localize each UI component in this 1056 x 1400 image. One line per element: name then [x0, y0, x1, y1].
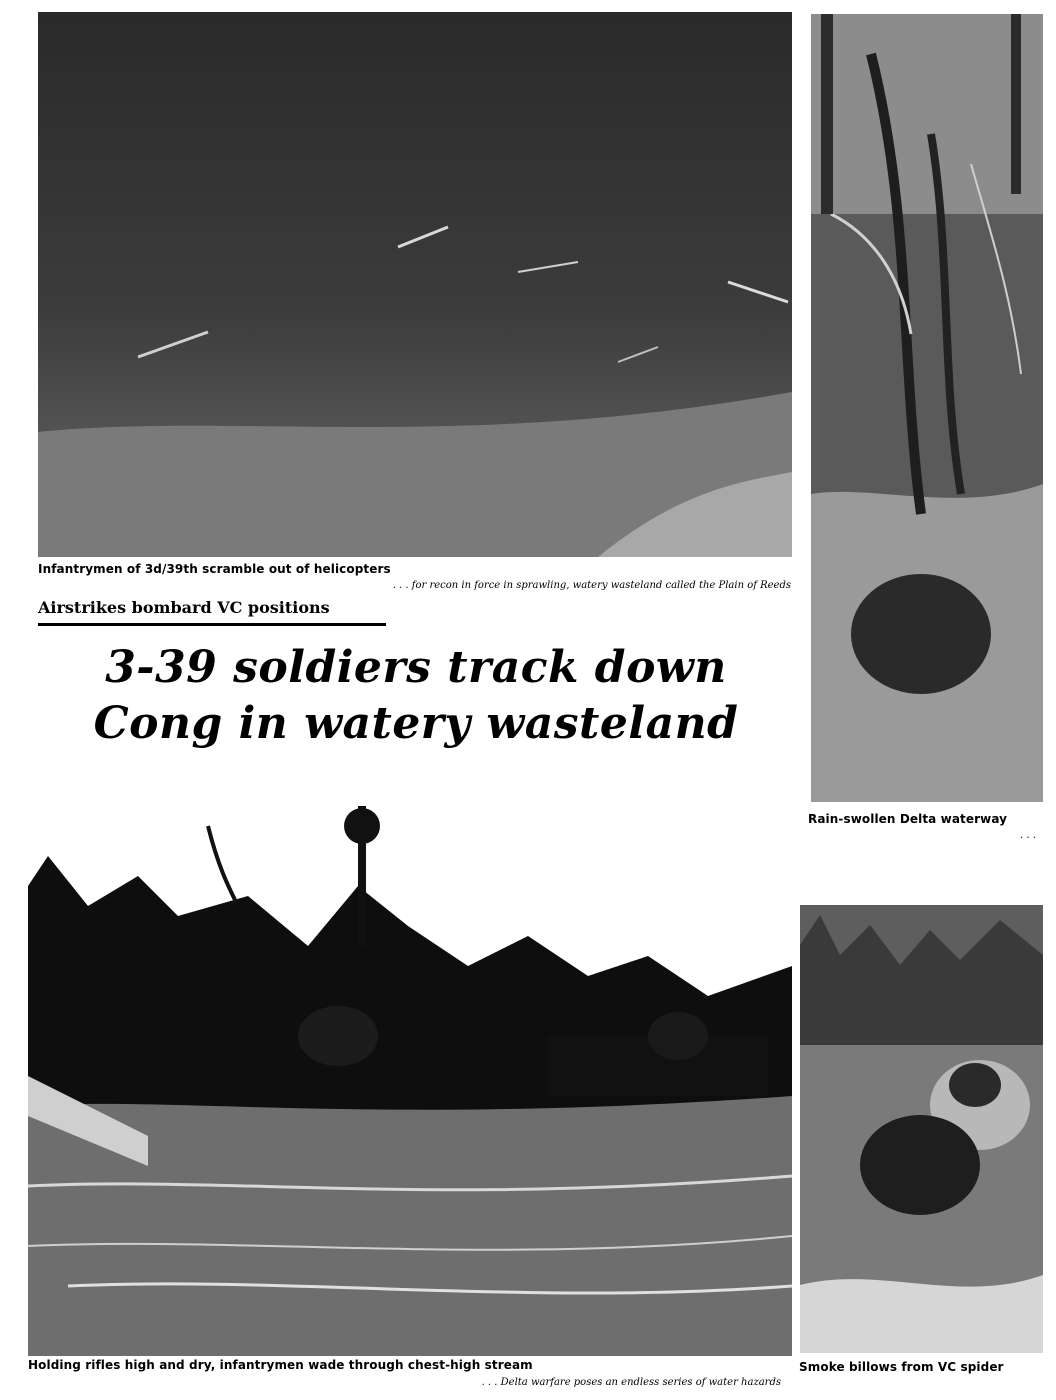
photo-wading-stream — [28, 766, 792, 1356]
photo-delta-waterway-subcaption: . . . — [1020, 830, 1036, 841]
headline-line-1: 3-39 soldiers track down — [105, 642, 727, 693]
photo-smoke-spider — [800, 905, 1043, 1353]
photo-delta-waterway — [811, 14, 1043, 802]
photo-helicopters-subcaption: . . . for recon in force in sprawling, watery wasteland called the Plain of Reeds — [392, 580, 791, 591]
photo-delta-waterway-caption: Rain-swollen Delta waterway — [808, 812, 1008, 826]
photo-wading-stream-caption: Holding rifles high and dry, infantrymen wade through chest-high stream — [28, 1358, 533, 1372]
photo-helicopters — [38, 12, 792, 557]
headline — [36, 640, 796, 752]
photo-helicopters-caption: Infantrymen of 3d/39th scramble out of helicopters — [38, 562, 391, 576]
photo-wading-stream-subcaption: . . . Delta warfare poses an endless series of water hazards — [481, 1377, 781, 1388]
kicker-headline: Airstrikes bombard VC positions — [38, 597, 386, 626]
headline-line-2: Cong in watery wasteland — [93, 698, 739, 749]
photo-smoke-spider-caption: Smoke billows from VC spider — [799, 1360, 1004, 1374]
